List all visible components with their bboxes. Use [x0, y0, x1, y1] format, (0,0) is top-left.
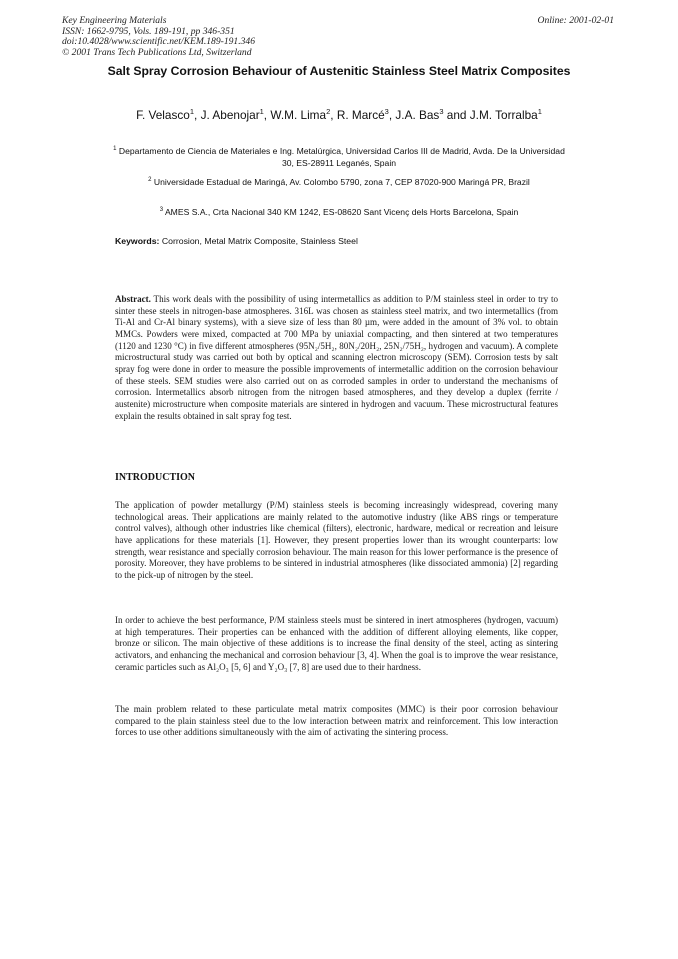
keywords-text: Corrosion, Metal Matrix Composite, Stainless Steel: [161, 236, 358, 246]
author-name: J. Abenojar: [200, 108, 260, 122]
author-name: J.M. Torralba: [469, 108, 538, 122]
author-name: R. Marcé: [336, 108, 385, 122]
abstract-label: Abstract.: [115, 294, 151, 304]
paper-title: Salt Spray Corrosion Behaviour of Austenitic Stainless Steel Matrix Composites: [107, 64, 571, 78]
online-date: Online: 2001-02-01: [537, 15, 614, 26]
author-name: J.A. Bas: [395, 108, 440, 122]
journal-issn: ISSN: 1662-9795, Vols. 189-191, pp 346-351: [62, 25, 235, 37]
affiliation-number: 3: [159, 207, 164, 213]
affiliation-text: Universidade Estadual de Maringá, Av. Colombo 5790, zona 7, CEP 87020-900 Maringá PR, Brazil: [153, 177, 530, 187]
abstract-paragraph: [115, 294, 558, 422]
journal-header: [62, 16, 362, 59]
affiliation-number: 1: [113, 146, 117, 152]
author-affiliation-mark: 1: [259, 107, 264, 116]
body-paragraph: In order to achieve the best performance, P/M stainless steels must be sintered in inert atmospheres (hydrogen, vacuum) at high temperatures. Their properties can be enhanced with the addition of different alloying elements, like copper, bronze or silicon. The main objective of these additions is to increase the final density of the steel, acting as sintering activators, and enhancing the mechanical and corrosion behaviour [3, 4]. When the goal is to improve the wear resistance, ceramic particles such as Al₂O₃ [5, 6] and Y₂O₃ [7, 8] are used due to their hardness.: [115, 615, 558, 672]
author-affiliation-mark: 2: [326, 107, 331, 116]
author-affiliation-mark: 1: [189, 107, 195, 116]
author-name: F. Velasco: [136, 108, 190, 122]
abstract-text: This work deals with the possibility of using intermetallics as addition to P/M stainless steel in order to try to sinter these steels in nitrogen-base atmospheres. 316L was chosen as stainless steel matrix, and two intermetallics (from Ti-Al and Cr-Al binary systems), with a sieve size of less than 80 µm, were added in the amount of 3% vol. to obtain MMCs. Powders were mixed, compacted at 700 MPa by uniaxial compacting, and then sintered at two temperatures (1120 and 1230 °C) in five different atmospheres (95N₂/5H₂, 80N₂/20H₂, 25N₂/75H₂, hydrogen and vacuum). A complete microstructural study was carried out both by optical and scanning electron microscopy (SEM). Corrosion tests by salt spray fog were done in order to measure the possible improvements of intermetallic addition on the corrosion behaviour of these steels. SEM studies were also carried out on as corroded samples in order to understand the mechanisms of corrosion. Intermetallics absorb nitrogen from the nitrogen based atmospheres, and they develop a duplex (ferrite / austenite) microstructure when composite materials are sintered in hydrogen and vacuum. These microstructural features explain the results obtained in salt spray fog test.: [115, 294, 558, 421]
author-list: F. Velasco$^1$, J. Abenojar$^1$, W.M. Lima$^2$, R. Marcé$^3$, J.A. Bas$^3$ and J.M. Torralba$^1$: [136, 107, 542, 122]
affiliation-text: AMES S.A., Crta Nacional 340 KM 1242, ES-08620 Sant Vicenç dels Horts Barcelona, Spain: [164, 207, 519, 217]
author-affiliation-mark: 1: [537, 107, 542, 116]
affiliation-item: [110, 206, 568, 218]
author-name: W.M. Lima: [270, 108, 327, 122]
body-paragraph: The main problem related to these particulate metal matrix composites (MMC) is their poor corrosion behaviour compared to the plain stainless steel due to the low interaction between matrix and reinforcement. This low interaction forces to use other additions simultaneously with the aim of activating the sintering process.: [115, 704, 558, 738]
journal-copyright: © 2001 Trans Tech Publications Ltd, Switzerland: [62, 47, 252, 59]
keywords-label: Keywords:: [115, 236, 160, 246]
section-heading: INTRODUCTION: [115, 472, 196, 483]
body-paragraph: The application of powder metallurgy (P/M) stainless steels is becoming increasingly widespread, covering many technological areas. Their applications are mainly related to the automotive industry (like ABS rings or temperature control valves), although other industries like chemical (filters), electronic, hardware, medical or recreation and leisure have applications for these materials [1]. However, they present properties lower than its wrought counterparts: low strength, wear resistance and specially corrosion behaviour. The main reason for this lower performance is the presence of porosity. Moreover, they have problems to be sintered in industrial atmospheres (like dissociated ammonia) [2] regarding to the pick-up of nitrogen by the steel.: [115, 500, 558, 580]
journal-doi[interactable]: doi:10.4028/www.scientific.net/KEM.189-191.346: [62, 36, 256, 48]
affiliation-item: [110, 176, 568, 188]
affiliation-item: [110, 145, 568, 169]
author-affiliation-mark: 3: [439, 107, 444, 116]
affiliation-text: Departamento de Ciencia de Materiales e Ing. Metalúrgica, Universidad Carlos III de Madrid, Avda. De la Universidad 30, ES-28911 Leganés, Spain: [118, 146, 565, 168]
journal-name: Key Engineering Materials: [62, 15, 167, 26]
keywords-line: [115, 235, 565, 247]
author-affiliation-mark: 3: [384, 107, 389, 116]
affiliation-number: 2: [148, 177, 152, 183]
